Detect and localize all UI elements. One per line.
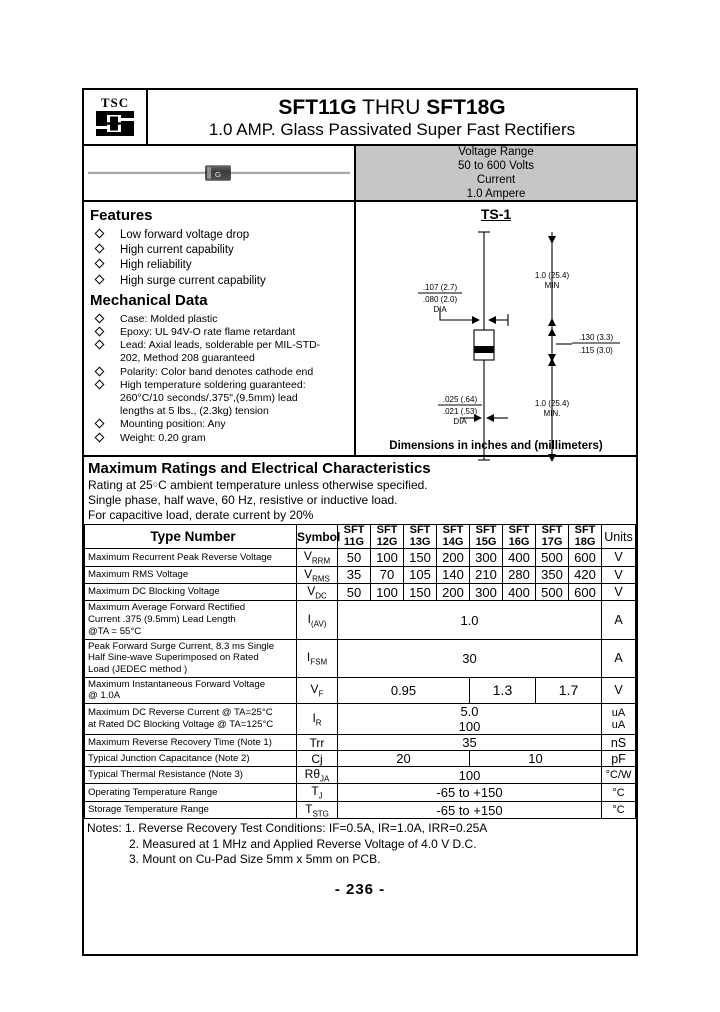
cell-value-line1: 5.0 <box>460 704 479 720</box>
list-item <box>90 243 348 258</box>
cell-value-split: 1.7 <box>536 677 602 703</box>
sym-sub: STG <box>312 809 329 819</box>
cell-value: 350 <box>536 566 569 583</box>
table-row <box>85 704 636 735</box>
row-symbol <box>297 639 338 677</box>
sym-sub: RRM <box>311 556 331 566</box>
cell-value: 420 <box>569 566 602 583</box>
voltage-range-value: 50 to 600 Volts <box>457 159 535 172</box>
mech-text: Polarity: Color band denotes cathode end <box>120 365 314 378</box>
table-row <box>85 549 636 566</box>
sym-sub: F <box>318 689 324 699</box>
table-row <box>85 735 636 751</box>
row-units: A <box>602 639 636 677</box>
mechanical-list <box>90 313 348 445</box>
row-label-l3: Load (JEDEC method ) <box>88 663 188 675</box>
dim-lead-bot-note: MIN. <box>543 409 561 418</box>
cell-value: 150 <box>404 549 437 566</box>
list-item <box>90 228 348 243</box>
ratings-heading: Maximum Ratings and Electrical Characteristics <box>88 459 431 477</box>
diamond-bullet-icon <box>95 432 105 442</box>
col-header-part-4 <box>470 525 503 549</box>
cell-value-line2: 100 <box>458 719 481 735</box>
cell-value: 400 <box>503 584 536 601</box>
table-row <box>85 566 636 583</box>
note-3: 3. Mount on Cu-Pad Size 5mm x 5mm on PCB. <box>129 851 381 866</box>
dim-lead-dia-max: .025 (.64) <box>442 395 478 404</box>
row-symbol <box>297 767 338 784</box>
package-outline-drawing <box>356 222 636 472</box>
sym-base: V <box>304 566 313 581</box>
col-header-type-number: Type Number <box>85 525 297 549</box>
cell-value-merged: 1.0 <box>338 601 602 639</box>
cell-value-merged: 30 <box>338 639 602 677</box>
sym-sub: DC <box>315 591 327 601</box>
current-value: 1.0 Ampere <box>466 188 526 201</box>
cell-value-merged: 35 <box>338 735 602 751</box>
row-units: V <box>602 566 636 583</box>
cell-value-split: 1.3 <box>470 677 536 703</box>
part-suffix: 17G <box>541 535 563 548</box>
row-symbol: Trr <box>297 735 338 751</box>
list-item <box>90 339 348 365</box>
sym-base: V <box>307 584 316 599</box>
row-label-l2: at Rated DC Blocking Voltage @ TA=125°C <box>88 719 274 731</box>
row-symbol <box>297 601 338 639</box>
feature-text: High reliability <box>120 259 192 272</box>
diode-photo-icon <box>84 146 354 200</box>
row-label: Maximum DC Blocking Voltage <box>85 584 297 601</box>
row-symbol <box>297 566 338 583</box>
feature-text: High current capability <box>120 244 234 257</box>
mech-text: High temperature soldering guaranteed: <box>120 378 306 391</box>
row-label: Operating Temperature Range <box>85 784 297 801</box>
row-units: A <box>602 601 636 639</box>
diamond-bullet-icon <box>95 366 105 376</box>
diamond-bullet-icon <box>95 313 105 323</box>
row-label-l2: Half Sine-wave Superimposed on Rated <box>88 652 259 664</box>
row-units <box>602 704 636 735</box>
degree-icon: ○ <box>152 478 159 489</box>
cell-value: 400 <box>503 549 536 566</box>
logo-cell <box>84 90 148 144</box>
mech-text: Epoxy: UL 94V-O rate flame retardant <box>120 325 296 338</box>
part-prefix: SFT <box>541 524 563 537</box>
feature-text: Low forward voltage drop <box>120 229 250 241</box>
row-units: V <box>602 584 636 601</box>
row-label-l2: @ 1.0A <box>88 690 121 702</box>
part-prefix: SFT <box>508 524 530 537</box>
cell-value: 600 <box>569 584 602 601</box>
cell-value: 300 <box>470 549 503 566</box>
list-item <box>90 326 348 339</box>
list-item <box>90 432 348 445</box>
row-label: Storage Temperature Range <box>85 801 297 818</box>
cell-value: 500 <box>536 549 569 566</box>
row-label <box>85 704 297 735</box>
row-symbol <box>297 549 338 566</box>
cell-value-split: 0.95 <box>338 677 470 703</box>
cell-value: 100 <box>371 584 404 601</box>
mech-text: Case: Molded plastic <box>120 312 218 325</box>
page-title <box>148 96 636 118</box>
note-1: Notes: 1. Reverse Recovery Test Conditions: IF=0.5A, IR=1.0A, IRR=0.25A <box>87 821 488 836</box>
dim-lead-dia-min: .021 (.53) <box>442 407 478 416</box>
list-item <box>90 313 348 326</box>
mech-text: Weight: 0.20 gram <box>120 431 206 444</box>
table-row <box>85 639 636 677</box>
sym-base: V <box>310 682 319 697</box>
row-units: V <box>602 549 636 566</box>
row-label-l1: Maximum DC Reverse Current @ TA=25°C <box>88 707 273 719</box>
cell-value: 105 <box>404 566 437 583</box>
list-item <box>90 379 348 419</box>
sym-theta: θ <box>313 767 320 782</box>
package-drawing-column <box>356 202 636 455</box>
row-symbol <box>297 677 338 703</box>
cell-value-merged <box>338 704 602 735</box>
sym-base: V <box>303 549 312 564</box>
cell-value: 140 <box>437 566 470 583</box>
ratings-line-2: Single phase, half wave, 60 Hz, resistive or inductive load. <box>88 492 398 507</box>
part-prefix: SFT <box>409 524 431 537</box>
table-row <box>85 601 636 639</box>
cell-value: 150 <box>404 584 437 601</box>
product-photo-cell <box>84 146 356 200</box>
cell-value: 200 <box>437 549 470 566</box>
row-label-l1: Maximum Instantaneous Forward Voltage <box>88 678 266 690</box>
cell-value-merged: 100 <box>338 767 602 784</box>
mech-text-cont: 202, Method 208 guaranteed <box>120 352 255 365</box>
svg-text:G: G <box>214 169 222 179</box>
dimensions-caption: Dimensions in inches and (millimeters) <box>389 439 603 452</box>
title-part-end: SFT18G <box>426 95 506 119</box>
sym-sub: R <box>315 718 322 728</box>
row-units: V <box>602 677 636 703</box>
ratings-line-3: For capacitive load, derate current by 20% <box>88 508 314 523</box>
sym-base: T <box>305 801 313 816</box>
row-label <box>85 677 297 703</box>
cell-value: 100 <box>371 549 404 566</box>
row-label: Typical Thermal Resistance (Note 3) <box>85 767 297 784</box>
cell-value: 600 <box>569 549 602 566</box>
part-suffix: 14G <box>442 535 464 548</box>
mech-text-cont: 260°C/10 seconds/.375",(9.5mm) lead <box>120 392 298 404</box>
row-units: pF <box>602 751 636 767</box>
ratings-line-1b: C ambient temperature unless otherwise specified. <box>158 477 428 492</box>
row-symbol <box>297 704 338 735</box>
sym-base: T <box>311 784 319 799</box>
features-drawing-band <box>84 202 636 457</box>
dim-lead-dia-label: DIA <box>453 417 467 426</box>
cell-value: 200 <box>437 584 470 601</box>
sym-sub: FSM <box>310 657 328 667</box>
list-item <box>90 258 348 273</box>
diamond-bullet-icon <box>95 229 105 239</box>
table-row <box>85 767 636 784</box>
notes-block <box>84 819 636 867</box>
dim-body-len-min: .115 (3.0) <box>579 346 613 355</box>
cell-value-half: 20 <box>338 751 470 767</box>
cell-value: 70 <box>371 566 404 583</box>
list-item <box>90 366 348 379</box>
row-symbol <box>297 784 338 801</box>
col-header-part-1 <box>371 525 404 549</box>
part-prefix: SFT <box>343 524 365 537</box>
dim-lead-bot: 1.0 (25.4) <box>534 399 570 408</box>
col-header-part-2 <box>404 525 437 549</box>
col-header-symbol: Symbol <box>297 525 338 549</box>
feature-text: High surge current capability <box>120 274 266 287</box>
row-label: Maximum Reverse Recovery Time (Note 1) <box>85 735 297 751</box>
col-header-part-7 <box>569 525 602 549</box>
voltage-range-label: Voltage Range <box>458 145 534 158</box>
units-line1: uA <box>611 707 626 720</box>
cell-value-half: 10 <box>470 751 602 767</box>
list-item <box>90 418 348 431</box>
title-thru: THRU <box>356 95 427 119</box>
row-units: °C/W <box>602 767 636 784</box>
table-row <box>85 677 636 703</box>
specifications-table <box>84 524 636 819</box>
part-suffix: 11G <box>343 535 365 548</box>
package-name: TS-1 <box>480 206 512 222</box>
tsc-logo-icon <box>90 94 140 140</box>
mechanical-heading: Mechanical Data <box>90 291 208 309</box>
part-suffix: 12G <box>376 535 398 548</box>
row-label: Maximum RMS Voltage <box>85 566 297 583</box>
row-label-l1: Maximum Average Forward Rectified <box>88 602 246 614</box>
diamond-bullet-icon <box>95 244 105 254</box>
part-prefix: SFT <box>442 524 464 537</box>
cell-value-merged: -65 to +150 <box>338 784 602 801</box>
table-row <box>85 751 636 767</box>
diamond-bullet-icon <box>95 379 105 389</box>
dim-lead-top: 1.0 (25.4) <box>534 271 570 280</box>
sym-base: I <box>306 649 311 664</box>
title-band <box>84 90 636 146</box>
col-header-part-6 <box>536 525 569 549</box>
sym-sub: (AV) <box>310 619 327 629</box>
part-prefix: SFT <box>376 524 398 537</box>
sym-sub: J <box>318 791 323 801</box>
row-symbol: Cj <box>297 751 338 767</box>
row-symbol <box>297 584 338 601</box>
dim-body-dia-label: DIA <box>433 305 447 314</box>
mech-text: Mounting position: Any <box>120 418 226 431</box>
sym-base: I <box>312 710 316 725</box>
row-label-l3: @TA = 55°C <box>88 625 142 637</box>
table-row <box>85 801 636 818</box>
part-suffix: 18G <box>574 535 596 548</box>
col-header-part-3 <box>437 525 470 549</box>
note-2: 2. Measured at 1 MHz and Applied Reverse Voltage of 4.0 V D.C. <box>129 836 477 851</box>
datasheet-frame <box>82 88 638 956</box>
diamond-bullet-icon <box>95 274 105 284</box>
svg-text:TSC: TSC <box>100 95 130 110</box>
cell-value: 210 <box>470 566 503 583</box>
diamond-bullet-icon <box>95 326 105 336</box>
title-part-start: SFT11G <box>278 95 357 119</box>
photo-band <box>84 146 636 202</box>
dim-body-dia-max: .107 (2.7) <box>422 283 458 292</box>
features-column <box>84 202 356 455</box>
sym-base: R <box>304 767 314 782</box>
page-subtitle: 1.0 AMP. Glass Passivated Super Fast Rectifiers <box>208 119 576 139</box>
table-header-row <box>85 525 636 549</box>
col-header-part-5 <box>503 525 536 549</box>
row-units: °C <box>602 801 636 818</box>
row-label: Typical Junction Capacitance (Note 2) <box>85 751 297 767</box>
diamond-bullet-icon <box>95 419 105 429</box>
part-suffix: 16G <box>508 535 530 548</box>
cell-value: 300 <box>470 584 503 601</box>
row-label-l2: Current .375 (9.5mm) Lead Length <box>88 614 236 626</box>
sym-sub: RMS <box>312 574 330 584</box>
features-list <box>90 228 348 289</box>
ratings-line-1a: Rating at 25 <box>88 477 153 492</box>
ratings-line-1 <box>88 478 632 493</box>
voltage-current-summary <box>356 146 636 200</box>
cell-value-merged: -65 to +150 <box>338 801 602 818</box>
mech-text-cont2: lengths at 5 lbs., (2.3kg) tension <box>120 405 269 418</box>
list-item <box>90 274 348 289</box>
features-heading: Features <box>90 207 153 224</box>
row-symbol <box>297 801 338 818</box>
title-cell <box>148 90 636 144</box>
dim-body-dia-min: .080 (2.0) <box>422 295 458 304</box>
cell-value: 500 <box>536 584 569 601</box>
cell-value: 35 <box>338 566 371 583</box>
cell-value: 280 <box>503 566 536 583</box>
cell-value: 50 <box>338 584 371 601</box>
part-suffix: 13G <box>409 535 431 548</box>
sym-base: I <box>307 611 311 626</box>
row-units: nS <box>602 735 636 751</box>
current-label: Current <box>476 174 516 186</box>
part-prefix: SFT <box>574 524 596 537</box>
sym-sub: JA <box>320 774 330 784</box>
units-line2: uA <box>611 719 626 732</box>
diamond-bullet-icon <box>95 259 105 269</box>
table-row <box>85 584 636 601</box>
cell-value: 50 <box>338 549 371 566</box>
row-label: Maximum Recurrent Peak Reverse Voltage <box>85 549 297 566</box>
dim-body-len-max: .130 (3.3) <box>578 333 614 342</box>
row-label-l1: Peak Forward Surge Current, 8.3 ms Single <box>88 640 275 652</box>
page-number: - 236 - <box>334 881 386 899</box>
row-label <box>85 601 297 639</box>
row-units: °C <box>602 784 636 801</box>
col-header-part-0 <box>338 525 371 549</box>
dim-lead-top-note: MIN <box>544 281 560 290</box>
mech-text: Lead: Axial leads, solderable per MIL-STD- <box>120 339 321 352</box>
part-prefix: SFT <box>475 524 497 537</box>
table-row <box>85 784 636 801</box>
diamond-bullet-icon <box>95 340 105 350</box>
part-suffix: 15G <box>475 535 497 548</box>
col-header-units: Units <box>602 525 636 549</box>
row-label <box>85 639 297 677</box>
